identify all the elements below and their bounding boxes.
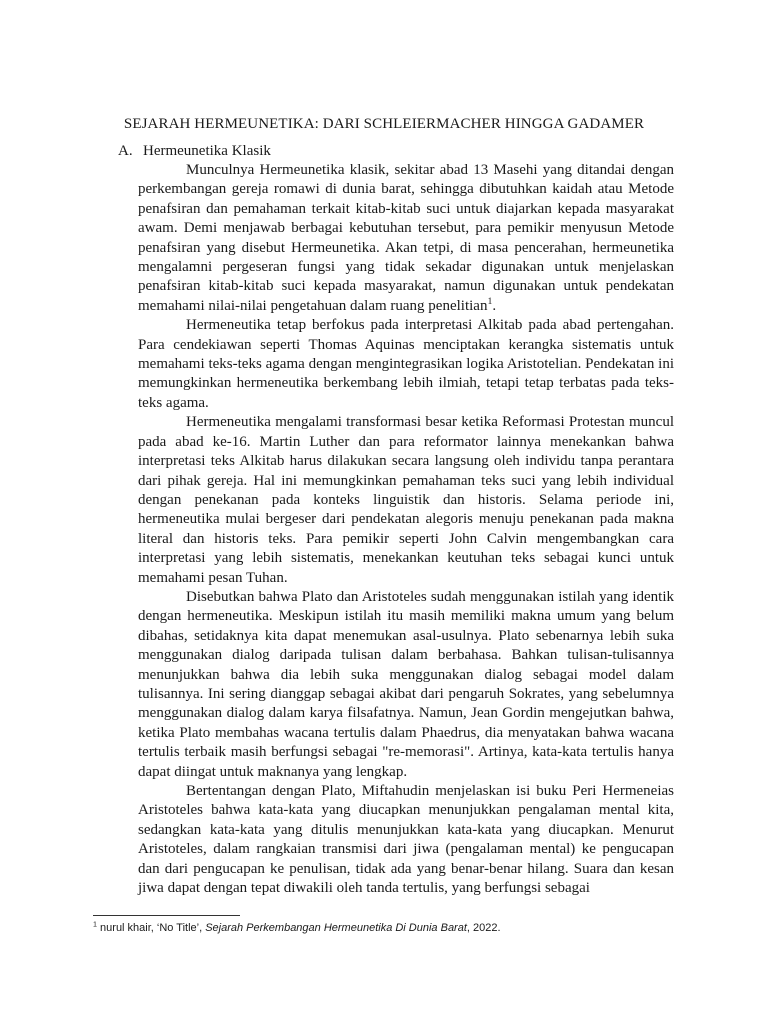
paragraph-4: Disebutkan bahwa Plato dan Aristoteles sudah menggunakan istilah yang identik dengan hermeneutika. Meskipun istilah itu masih memiliki makna umum yang belum dibahas, setidaknya kita dapat menemukan asal-usulnya. Plato sebenarnya lebih suka menggunakan dialog daripada tulisan dalam berbahasa. Bahkan tulisan-tulisannya menunjukkan bahwa dia lebih suka menggunakan dialog sebagai model dalam tulisannya. Ini sering dianggap sebagai akibat dari pengaruh Sokrates, yang sebelumnya menggunakan dialog dalam karya filsafatnya. Namun, Jean Gordin mengejutkan bahwa, ketika Plato membahas wacana tertulis dalam Phaedrus, dia menyatakan bahwa wacana tertulis terbaik masih berfungsi sebagai "re-memorasi". Artinya, kata-kata tertulis hanya dapat diingat untuk maknanya yang lengkap. — [138, 588, 674, 780]
footnote-reference[interactable]: 1 — [487, 295, 493, 307]
page-title: SEJARAH HERMEUNETIKA: DARI SCHLEIERMACHER HINGGA GADAMER — [123, 116, 645, 132]
footnote-marker: 1 — [93, 920, 97, 929]
section-letter: A. — [118, 143, 133, 159]
paragraph-5: Bertentangan dengan Plato, Miftahudin menjelaskan isi buku Peri Hermeneias Aristoteles bahwa kata-kata yang diucapkan menunjukkan pengalaman mental kita, sedangkan kata-kata yang ditulis menunjukkan kata-kata yang diucapkan. Menurut Aristoteles, dalam rangkaian transmisi dari jiwa (pengalaman mental) ke pengucapan dan dari pengucapan ke penulisan, tidak ada yang benar-benar hilang. Suara dan kesan jiwa dapat dengan tepat diwakili oleh tanda tertulis, yang berfungsi sebagai — [138, 783, 674, 897]
paragraph-1 — [138, 161, 674, 316]
footnote — [93, 920, 501, 936]
paragraph-2: Hermeneutika tetap berfokus pada interpretasi Alkitab pada abad pertengahan. Para cendekiawan seperti Thomas Aquinas menciptakan kerangka sistematis untuk memahami teks-teks agama dengan mengintegrasikan logika Aristotelian. Pendekatan ini memungkinkan hermeneutika berkembang lebih ilmiah, tetapi tetap terbatas pada teks-teks agama. — [138, 317, 674, 411]
paragraph-3: Hermeneutika mengalami transformasi besar ketika Reformasi Protestan muncul pada abad ke-16. Martin Luther dan para reformator lainnya menekankan bahwa interpretasi teks Alkitab harus dilakukan secara langsung oleh individu tanpa perantara dari pihak gereja. Hal ini memungkinkan pemahaman teks suci yang lebih individual dengan penekanan pada konteks linguistik dan historis. Selama periode ini, hermeneutika mulai bergeser dari pendekatan alegoris menuju penekanan pada makna literal dan historis teks. Para pemikir seperti John Calvin mengembangkan cara interpretasi yang lebih sistematis, menekankan keutuhan teks sebagai kunci untuk memahami pesan Tuhan. — [138, 414, 674, 586]
footnote-prefix: nurul khair, ‘No Title’, — [96, 922, 206, 934]
body-text — [138, 161, 674, 898]
paragraph-1-text: Munculnya Hermeunetika klasik, sekitar abad 13 Masehi yang ditandai dengan perkembangan gereja romawi di dunia barat, sehingga dibutuhkan kaidah atau Metode penafsiran dan pemahaman terkait kitab-kitab suci untuk diajarkan kepada masyarakat awam. Demi menjawab berbagai kebutuhan tersebut, para pemikir menyusun Metode penafsiran yang disebut Hermeunetika. Akan tetpi, di masa pencerahan, hermeunetika mengalamni pergeseran fungsi yang tidak sekadar digunakan untuk menjelaskan penafsiran kitab-kitab suci kepada masyarakat, namun digunakan untuk pendekatan memahami nilai-nilai pengetahuan dalam ruang penelitian — [138, 162, 674, 314]
footnote-source-title: Sejarah Perkembangan Hermeunetika Di Dunia Barat — [205, 922, 467, 934]
section-heading — [118, 141, 271, 161]
paragraph-1-end: . — [492, 297, 497, 314]
footnote-divider — [93, 915, 240, 916]
section-heading-text: Hermeunetika Klasik — [143, 143, 271, 159]
footnote-suffix: , 2022. — [466, 922, 501, 934]
